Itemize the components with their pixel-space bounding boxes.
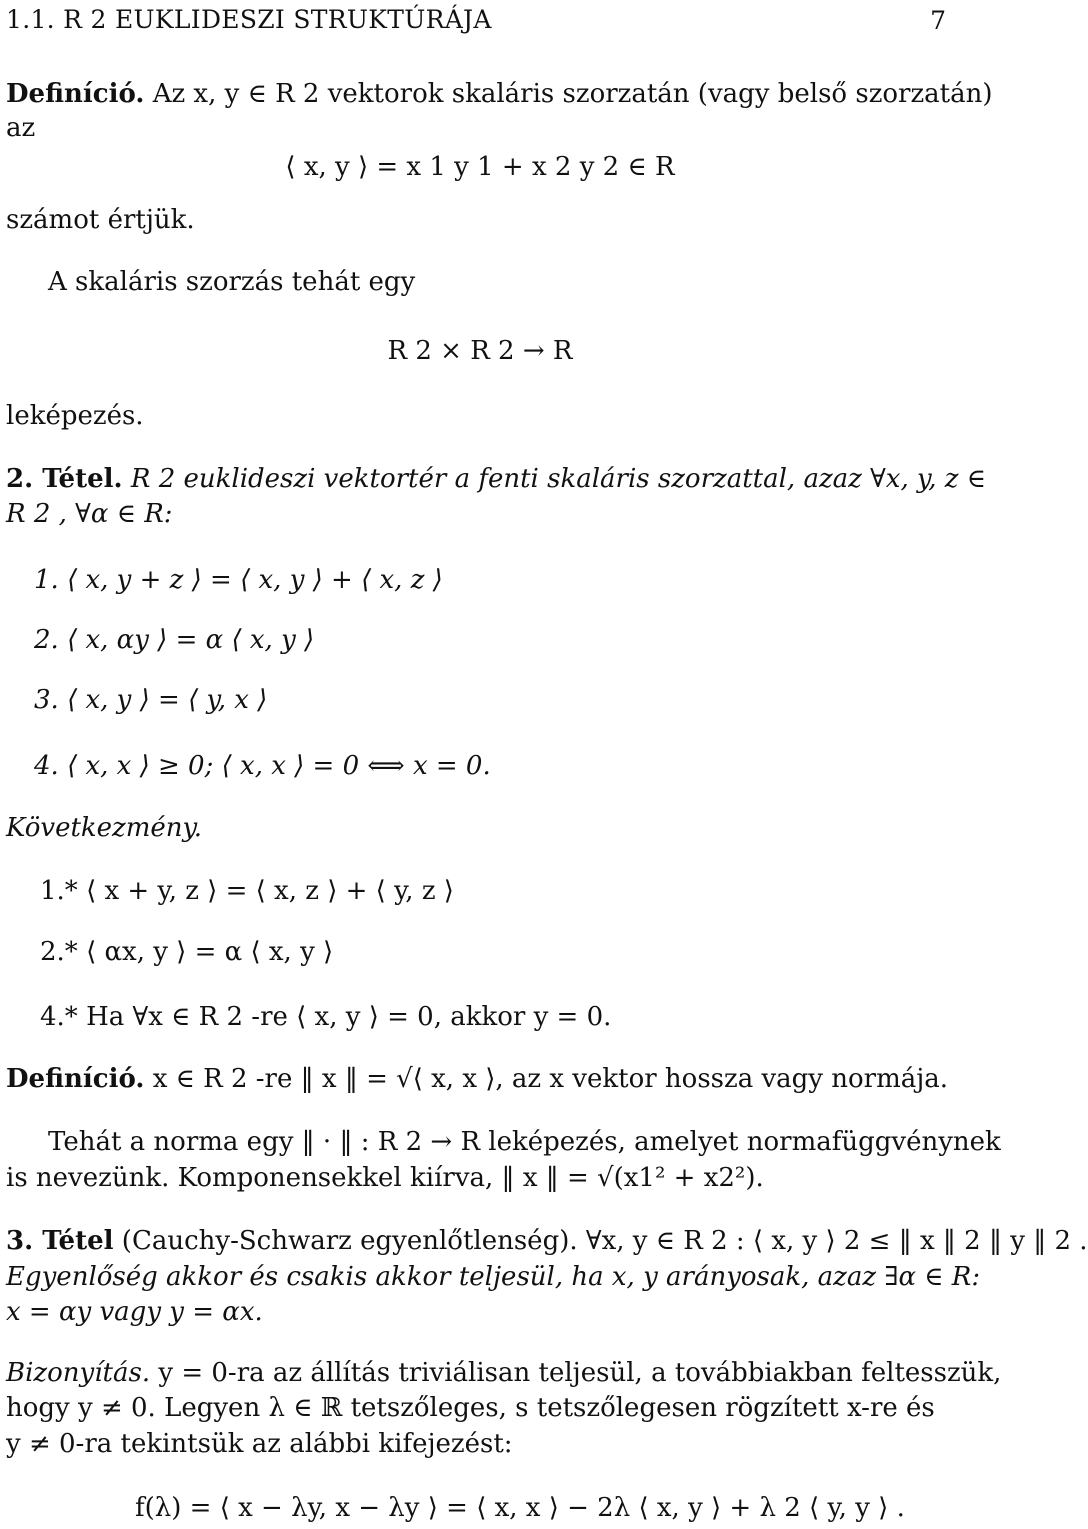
proof-line-3: y ≠ 0-ra tekintsük az alábbi kifejezést: [6, 1429, 513, 1459]
proof-line-2: hogy y ≠ 0. Legyen λ ∈ ℝ tetszőleges, s tetszőlegesen rögzített x-re és [6, 1393, 935, 1423]
definition-1-line-2: az [6, 113, 36, 143]
definition-2 [6, 1065, 948, 1094]
corollary-item: 1.* ⟨ x + y, z ⟩ = ⟨ x, z ⟩ + ⟨ y, z ⟩ [40, 876, 454, 906]
corollary-item: 2.* ⟨ αx, y ⟩ = α ⟨ x, y ⟩ [40, 937, 334, 967]
definition-1-line-1 [6, 80, 993, 109]
definition-2-text: x ∈ R 2 -re ‖ x ‖ = √⟨ x, x ⟩, az x vektor hossza vagy normája. [152, 1064, 949, 1094]
theorem-3-text: (Cauchy-Schwarz egyenlőtlenség). ∀x, y ∈ R 2 : ⟨ x, y ⟩ 2 ≤ ‖ x ‖ 2 ‖ y ‖ 2 . [121, 1226, 1088, 1256]
inner-product-formula: ⟨ x, y ⟩ = x 1 y 1 + x 2 y 2 ∈ R [285, 152, 675, 182]
map-text-line-1: A skaláris szorzás tehát egy [48, 267, 416, 297]
running-header: 1.1. R 2 EUKLIDESZI STRUKTÚRÁJA [6, 5, 492, 34]
proof-label: Bizonyítás. [6, 1358, 151, 1388]
theorem-2-item: 1. ⟨ x, y + z ⟩ = ⟨ x, y ⟩ + ⟨ x, z ⟩ [34, 565, 443, 595]
theorem-3-line-3: x = αy vagy y = αx. [6, 1297, 263, 1327]
map-formula: R 2 × R 2 → R [387, 336, 573, 366]
theorem-2-line-2: R 2 , ∀α ∈ R: [6, 499, 173, 529]
theorem-3-line-1 [6, 1227, 1088, 1256]
norm-line-2: is nevezünk. Komponensekkel kiírva, ‖ x ‖ = √(x1² + x2²). [6, 1163, 764, 1193]
definition-label: Definíció. [6, 79, 145, 109]
proof-line-1 [6, 1359, 1001, 1388]
page-number: 7 [930, 6, 946, 35]
theorem-2-label: 2. Tétel. [6, 464, 123, 494]
theorem-2-item: 4. ⟨ x, x ⟩ ≥ 0; ⟨ x, x ⟩ = 0 ⟺ x = 0. [34, 751, 491, 781]
theorem-2-item: 3. ⟨ x, y ⟩ = ⟨ y, x ⟩ [34, 685, 268, 715]
theorem-2-line-1 [6, 465, 986, 494]
map-text-line-2: leképezés. [6, 401, 144, 431]
definition-1-text: Az x, y ∈ R 2 vektorok skaláris szorzatán (vagy belső szorzatán) [152, 79, 993, 109]
norm-line-1: Tehát a norma egy ‖ · ‖ : R 2 → R leképezés, amelyet normafüggvénynek [48, 1127, 1001, 1157]
corollary-item: 4.* Ha ∀x ∈ R 2 -re ⟨ x, y ⟩ = 0, akkor y = 0. [40, 1002, 612, 1032]
theorem-2-text: R 2 euklideszi vektortér a fenti skaláris szorzattal, azaz ∀x, y, z ∈ [130, 464, 986, 494]
proof-text: y = 0-ra az állítás triviálisan teljesül, a továbbiakban feltesszük, [158, 1358, 1002, 1388]
corollary-label: Következmény. [6, 813, 203, 843]
theorem-2-item: 2. ⟨ x, αy ⟩ = α ⟨ x, y ⟩ [34, 625, 315, 655]
theorem-3-line-2: Egyenlőség akkor és csakis akkor teljesül, ha x, y arányosak, azaz ∃α ∈ R: [6, 1262, 981, 1292]
definition-2-label: Definíció. [6, 1064, 145, 1094]
theorem-3-label: 3. Tétel [6, 1226, 114, 1256]
definition-1-line-3: számot értjük. [6, 205, 195, 235]
quadratic-formula: f(λ) = ⟨ x − λy, x − λy ⟩ = ⟨ x, x ⟩ − 2λ ⟨ x, y ⟩ + λ 2 ⟨ y, y ⟩ . [135, 1493, 905, 1523]
